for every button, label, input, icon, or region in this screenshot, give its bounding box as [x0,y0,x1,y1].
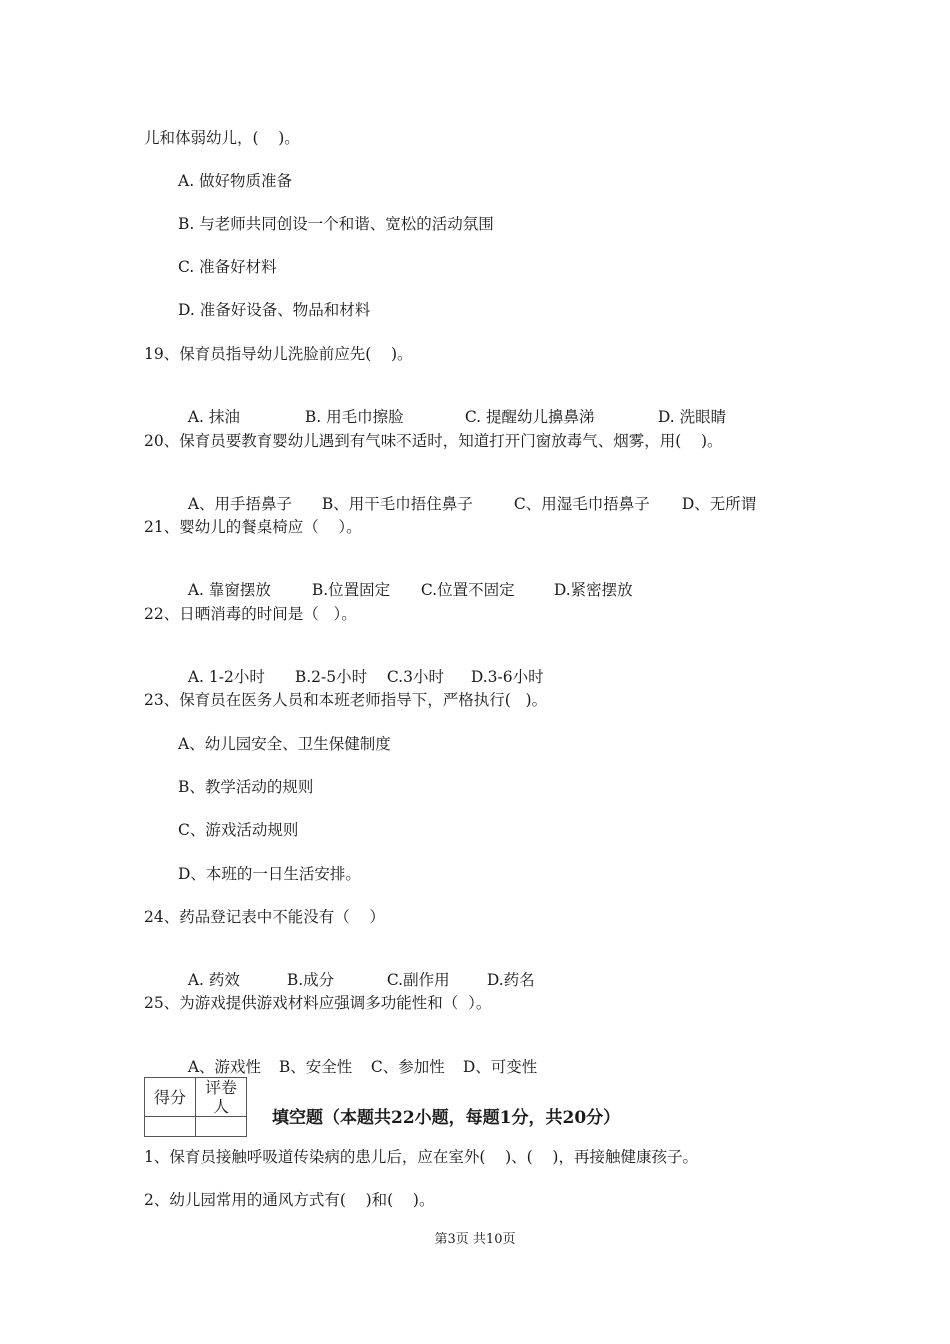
section-title: 填空题（本题共22小题，每题1分，共20分） [272,1108,621,1128]
q18-option-c: C. 准备好材料 [178,258,277,276]
q21-option-d: D.紧密摆放 [553,581,633,599]
q22-option-d: D.3-6小时 [470,668,544,686]
q20-option-c: C、用湿毛巾捂鼻子 [513,495,650,513]
q25-option-c: C、参加性 [370,1058,445,1076]
page-footer: 第3页 共10页 [434,1232,516,1247]
q23-question: 23、保育员在医务人员和本班老师指导下，严格执行( )。 [144,691,548,709]
q22-option-b: B.2-5小时 [294,668,368,686]
q18-option-a: A. 做好物质准备 [178,172,293,190]
q24-option-b: B.成分 [286,971,335,989]
q21-question: 21、婴幼儿的餐桌椅应（ ）。 [144,518,362,536]
q18-option-d: D. 准备好设备、物品和材料 [178,301,371,319]
q18-option-b: B. 与老师共同创设一个和谐、宽松的活动氛围 [178,215,494,233]
fill-q1: 1、保育员接触呼吸道传染病的患儿后，应在室外( )、( )，再接触健康孩子。 [144,1148,698,1166]
q19-option-d: D. 洗眼睛 [657,408,727,426]
grader-cell[interactable] [196,1117,247,1137]
q19-question: 19、保育员指导幼儿洗脸前应先( )。 [144,345,413,363]
q19-option-a: A. 抹油 [187,408,240,426]
q23-option-b: B、教学活动的规则 [178,778,314,796]
score-cell[interactable] [145,1117,196,1137]
q20-option-a: A、用手捂鼻子 [187,495,293,513]
grader-header: 评卷人 [196,1078,247,1117]
q23-option-d: D、本班的一日生活安排。 [178,865,361,883]
q24-options [178,950,535,990]
q24-option-c: C.副作用 [386,971,450,989]
q25-options [178,1037,537,1077]
q19-option-b: B. 用毛巾擦脸 [304,408,404,426]
q21-option-c: C.位置不固定 [420,581,515,599]
q21-option-b: B.位置固定 [311,581,391,599]
continuation-text: 儿和体弱幼儿，( )。 [144,129,300,147]
q20-option-d: D、无所谓 [681,495,757,513]
q20-question: 20、保育员要教育婴幼儿遇到有气味不适时，知道打开门窗放毒气、烟雾，用( )。 [144,432,723,450]
q19-options [178,387,726,427]
q25-question: 25、为游戏提供游戏材料应强调多功能性和（ ）。 [144,994,492,1012]
fill-q2: 2、幼儿园常用的通风方式有( )和( )。 [144,1191,435,1209]
q22-question: 22、日晒消毒的时间是（ ）。 [144,605,357,623]
q25-option-d: D、可变性 [462,1058,538,1076]
score-header: 得分 [145,1078,196,1117]
q24-option-d: D.药名 [486,971,535,989]
score-table [144,1077,247,1137]
q22-options [178,647,544,687]
q21-options [178,560,633,600]
q19-option-c: C. 提醒幼儿擤鼻涕 [464,408,595,426]
q25-option-b: B、安全性 [278,1058,353,1076]
q22-option-a: A. 1-2小时 [187,668,265,686]
q20-option-b: B、用干毛巾捂住鼻子 [321,495,473,513]
q23-option-a: A、幼儿园安全、卫生保健制度 [178,735,391,753]
q22-option-c: C.3小时 [386,668,444,686]
q24-option-a: A. 药效 [187,971,240,989]
q23-option-c: C、游戏活动规则 [178,821,299,839]
q25-option-a: A、游戏性 [187,1058,262,1076]
q24-question: 24、药品登记表中不能没有（ ） [144,908,385,926]
q21-option-a: A. 靠窗摆放 [187,581,271,599]
q20-options [178,474,756,514]
